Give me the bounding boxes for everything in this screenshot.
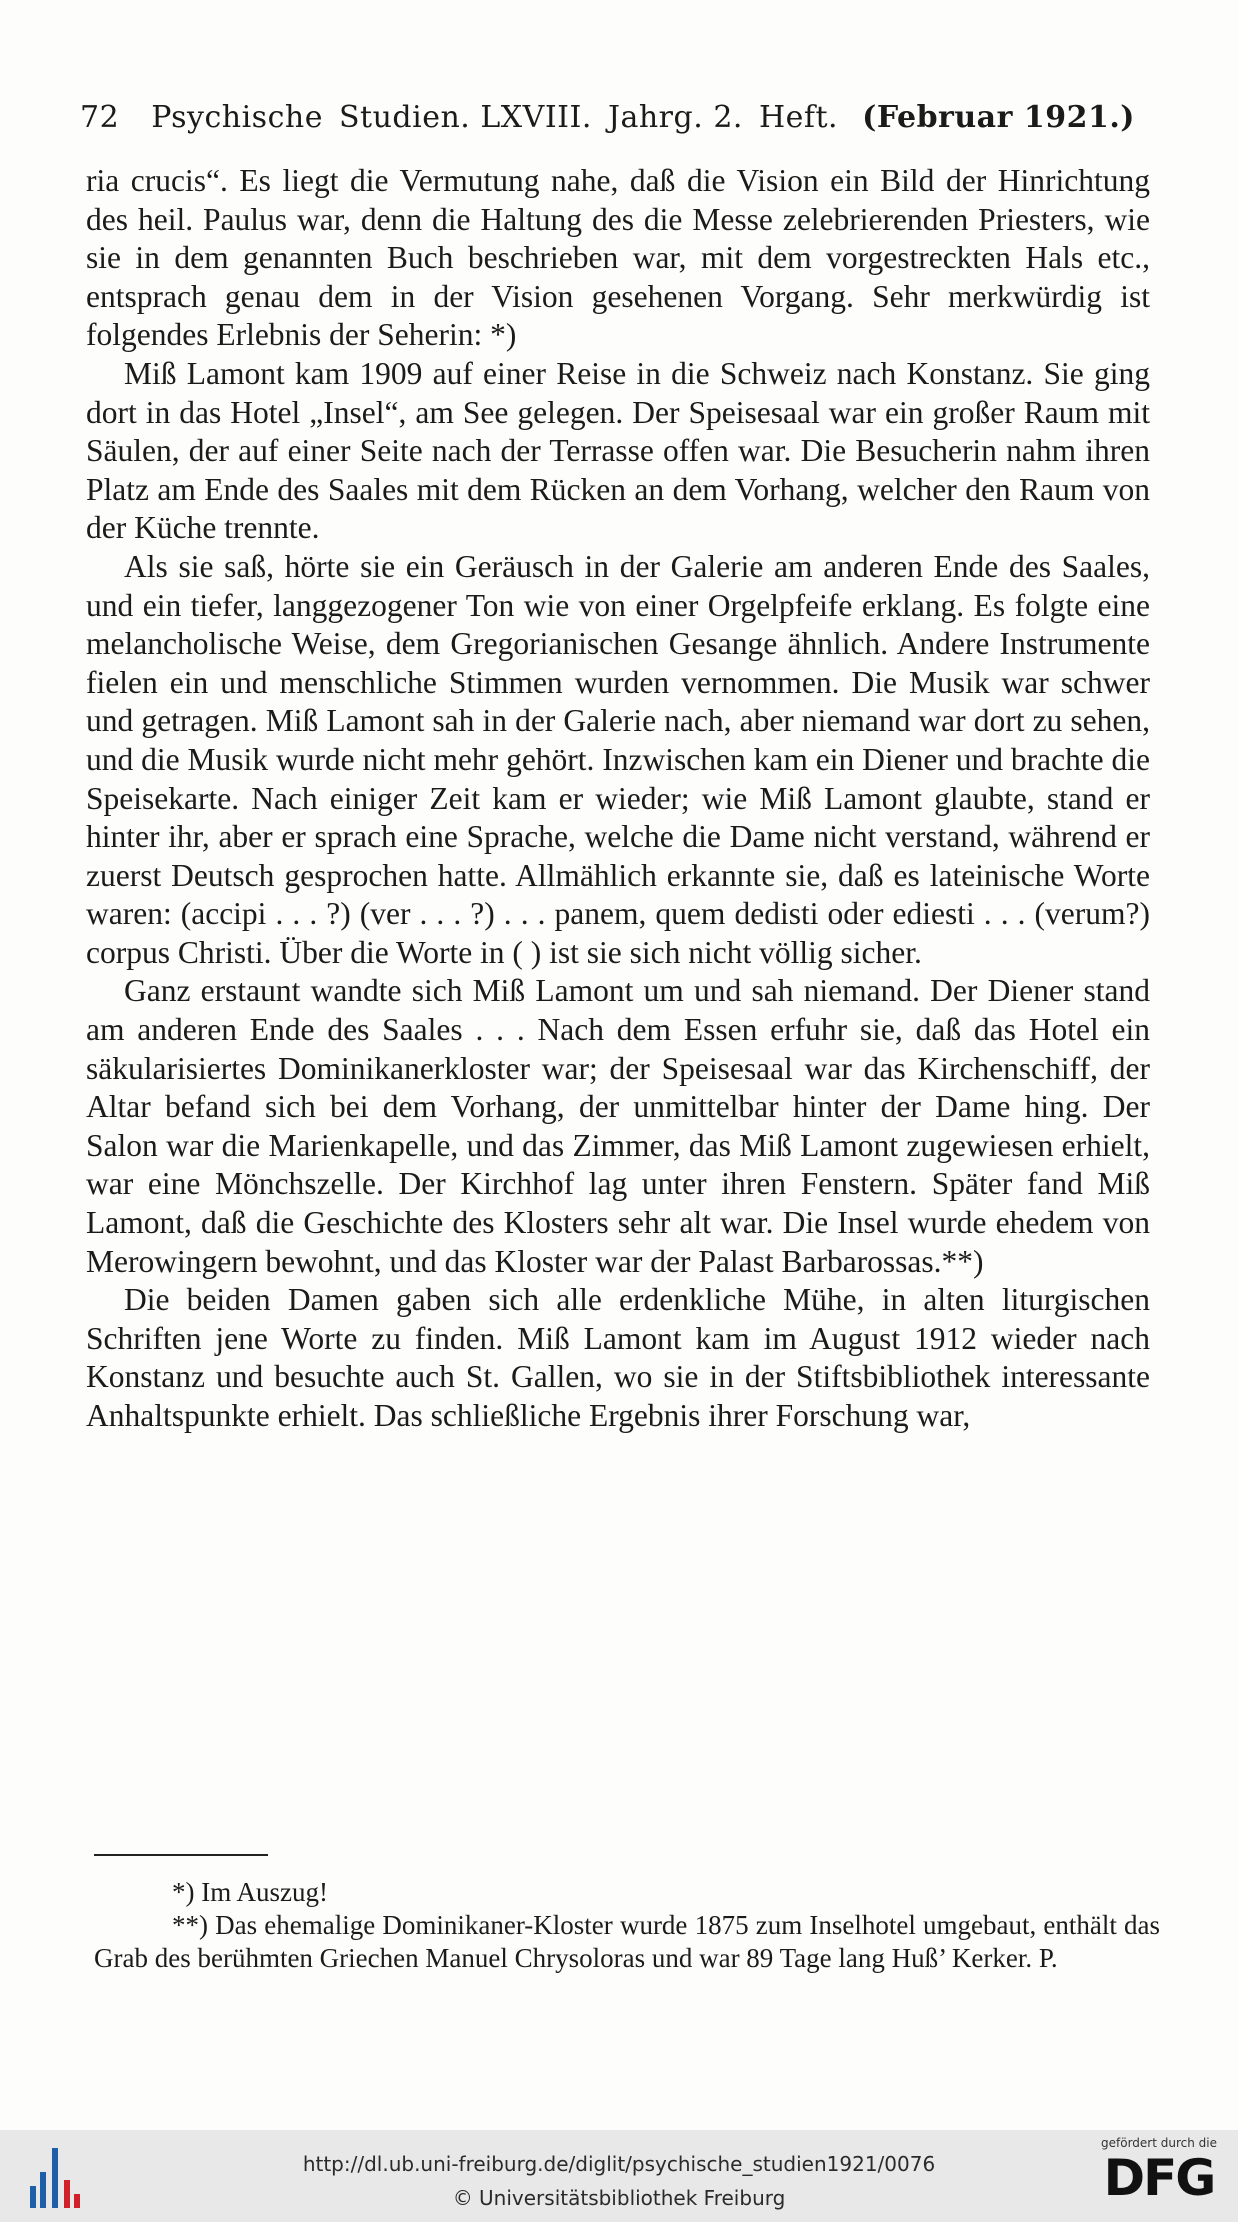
issue-date: (Februar 1921.)	[862, 100, 1135, 135]
volume-label: LXVIII. Jahrg.	[480, 100, 704, 135]
paragraph: Miß Lamont kam 1909 auf einer Reise in die Schweiz nach Konstanz. Sie ging dort in das Hotel „Insel“, am See gelegen. Der Speisesaal war ein großer Raum mit Säulen, der auf einer Seite nach der Terrasse offen war. Die Besucherin nahm ihren Platz am Ende des Saales mit dem Rücken an dem Vorhang, welcher den Raum von der Küche trennte.	[86, 355, 1150, 546]
dfg-logo	[1094, 2136, 1224, 2218]
running-header	[80, 100, 1160, 135]
copyright-notice: © Universitätsbibliothek Freiburg	[452, 2186, 786, 2210]
paragraph: Als sie saß, hörte sie ein Geräusch in der Galerie am anderen Ende des Saales, und ein tiefer, langgezogener Ton wie von einer Orgelpfeife erklang. Es folgte eine melancholische Weise, dem Gregorianischen Gesange ähnlich. Andere Instrumente fielen ein und menschliche Stimmen wurden vernommen. Die Musik war schwer und getragen. Miß Lamont sah in der Galerie nach, aber niemand war dort zu sehen, und die Musik wurde nicht mehr gehört. Inzwischen kam ein Diener und brachte die Speisekarte. Nach einiger Zeit kam er wieder; wie Miß Lamont glaubte, stand er hinter ihr, aber er sprach eine Sprache, welche die Dame nicht verstand, während er zuerst Deutsch gesprochen hatte. Allmählich erkannte sie, daß es lateinische Worte waren: (accipi . . . ?) (ver . . . ?) . . . panem, quem dedisti oder ediesti . . . (verum?) corpus Christi. Über die Worte in ( ) ist sie sich nicht völlig sicher.	[86, 548, 1150, 970]
paragraph: ria crucis“. Es liegt die Vermutung nahe, daß die Vision ein Bild der Hinrichtung des heil. Paulus war, denn die Haltung des die Messe zelebrierenden Priesters, wie sie in dem genannten Buch beschrieben war, mit dem vorgestreckten Hals etc., entsprach genau dem in der Vision gesehenen Vorgang. Sehr merkwürdig ist folgendes Erlebnis der Seherin: *)	[86, 163, 1150, 353]
footnote-divider	[94, 1854, 268, 1856]
footnote: *) Im Auszug!	[172, 1877, 328, 1907]
body-text	[86, 162, 1150, 1436]
viewer-footer-bar	[0, 2130, 1238, 2222]
journal-title: Psychische Studien.	[151, 100, 471, 135]
issue-label: 2. Heft.	[713, 100, 839, 135]
paragraph: Ganz erstaunt wandte sich Miß Lamont um und sah niemand. Der Diener stand am anderen Ende des Saales . . . Nach dem Essen erfuhr sie, daß das Hotel ein säkularisiertes Dominikanerkloster war; der Speisesaal war das Kirchenschiff, der Altar befand sich bei dem Vorhang, der unmittelbar hinter der Dame hing. Der Salon war die Marienkapelle, und das Zimmer, das Miß Lamont zugewiesen erhielt, war eine Mönchszelle. Der Kirchhof lag unter ihren Fenstern. Später fand Miß Lamont, daß die Geschichte des Klosters sehr alt war. Die Insel wurde ehedem von Merowingern bewohnt, und das Kloster war der Palast Barbarossas.**)	[86, 973, 1150, 1279]
permalink-url[interactable]: http://dl.ub.uni-freiburg.de/diglit/psychische_studien1921/0076	[302, 2152, 936, 2176]
footnote: **) Das ehemalige Dominikaner-Kloster wurde 1875 zum Inselhotel umgebaut, enthält das Grab des berühmten Griechen Manuel Chrysoloras und war 89 Tage lang Huß’ Kerker. P.	[94, 1910, 1160, 1973]
paragraph: Die beiden Damen gaben sich alle erdenkliche Mühe, in alten liturgischen Schriften jene Worte zu finden. Miß Lamont kam im August 1912 wieder nach Konstanz und besuchte auch St. Gallen, wo sie in der Stiftsbibliothek interessante Anhaltspunkte erhielt. Das schließliche Ergebnis ihrer Forschung war,	[86, 1282, 1150, 1433]
footnotes	[94, 1876, 1160, 1975]
page-number: 72	[80, 100, 120, 135]
dfg-wordmark: DFG	[1103, 2149, 1215, 2207]
dfg-tagline: gefördert durch die	[1101, 2136, 1217, 2150]
